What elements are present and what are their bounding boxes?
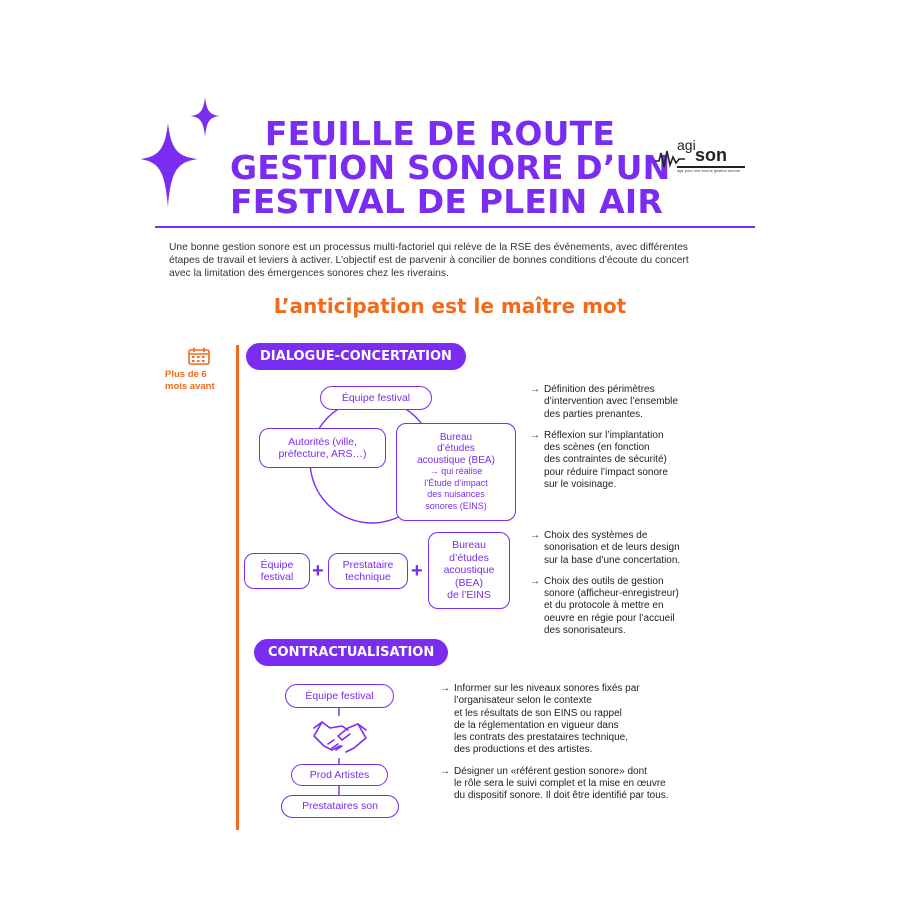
bullet-line: Informer sur les niveaux sonores fixés par [454,683,640,694]
bullet-line: des scènes (en fonction [544,442,650,454]
intro-text: Une bonne gestion sonore est un processus multi-factoriel qui relève de la RSE des événements, avec différentes étapes de travail et leviers à activer. L’objectif est de parvenir à concilier de bonnes conditions d’écoute du concert avec la limitation des émergences sonores chez les riverains. [169,242,689,279]
box-contract-equipe: Équipe festival [285,684,394,708]
box-prestataire-line-2: technique [345,571,391,583]
bullet-line: des sonorisateurs. [544,625,626,637]
bullet-line: d’intervention avec l’ensemble [544,396,678,408]
section-header-dialogue: DIALOGUE-CONCERTATION [246,343,466,370]
box-bea-line-5: l’Étude d’impact [424,477,488,488]
list-item [530,576,720,637]
box-autorites [259,428,386,468]
box-bea-line-3: acoustique (BEA) [417,454,495,466]
list-item [440,766,710,803]
box-bea-line-2: d’études [437,443,475,455]
box-prestataire-technique [328,553,408,589]
bullet-line: Désigner un «référent gestion sonore» dont [454,765,647,777]
timeline-label [165,369,235,393]
bullet-line: sur le voisinage. [544,479,617,491]
arrow-icon: → [440,683,450,694]
title-line-1: FEUILLE DE ROUTE [264,114,616,153]
box-bea2-line-2: d’études [449,551,489,564]
box-bea-line-1: Bureau [439,431,473,443]
bullet-line: sonorisation et de leurs design [544,542,680,554]
arrow-icon: → [440,765,450,777]
box-prod-artistes: Prod Artistes [291,764,388,786]
title-line-2: GESTION SONORE D’UN [230,148,671,187]
box-equipe-festival: Équipe festival [320,386,432,410]
subtitle: L’anticipation est le maître mot [273,294,627,318]
bullet-line: sur la base d’une concertation. [544,554,681,566]
contract-bullets [440,683,710,812]
bullet-line: l’organisateur selon le contexte [454,695,592,707]
timeline-label-line-2: mois avant [165,381,215,392]
bullet-line: Choix des outils de gestion [544,575,664,587]
list-item [530,430,720,491]
bullet-line: des contraintes de sécurité) [544,454,667,466]
sparkle-icon [140,95,230,215]
box-bea2-line-1: Bureau [452,539,486,552]
bullet-line: des parties prenantes. [544,408,643,420]
bullet-line: Définition des périmètres [544,384,655,395]
bullet-line: du dispositif sonore. Il doit être identifié par tous. [454,790,669,802]
box-bea2-line-3: acoustique [443,564,495,577]
box-prestataire-line-1: Prestataire [342,558,394,571]
timeline-line [236,345,239,830]
divider [155,226,755,228]
box-bea-line-6: des nuisances [427,489,485,500]
bullet-line: de la réglementation en vigueur dans [454,719,619,731]
logo-agi: agi [677,137,696,153]
section-header-contract: CONTRACTUALISATION [254,639,448,666]
bullet-line: pour réduire l’impact sonore [544,466,668,478]
logo-son: son [695,145,728,165]
bullet-line: oeuvre en régie pour l’accueil [544,612,675,624]
bullet-line: des productions et des artistes. [454,744,593,756]
arrow-icon: → [530,384,540,395]
arrow-icon: → [530,429,540,441]
box-autorites-line-2: préfecture, ARS…) [278,448,367,460]
box-equipe2-line-1: Équipe [260,558,294,571]
dialogue-bullets-2 [530,530,720,646]
agison-logo [655,137,745,183]
bullet-line: le rôle sera le suivi complet et la mise en œuvre [454,778,666,790]
bullet-line: sonore (afficheur-enregistreur) [544,588,679,600]
box-equipe2-line-2: festival [260,571,294,583]
box-bea-line-7: sonores (EINS) [425,500,487,511]
logo-tagline: agir pour une bonne gestion sonore [677,168,741,173]
list-item [440,683,710,757]
bullet-line: les contrats des prestataires technique, [454,732,628,744]
box-autorites-line-1: Autorités (ville, [288,435,357,448]
bullet-line: Réflexion sur l’implantation [544,429,664,441]
arrow-icon: → [530,530,540,541]
bullet-line: et les résultats de son EINS ou rappel [454,707,622,719]
box-bea-line-4: → qui réalise [429,466,483,477]
box-bea2-line-4: (BEA) [454,576,483,589]
box-bea-eins [428,532,510,609]
dialogue-bullets [530,384,720,500]
handshake-icon [312,716,368,758]
box-prestataires-son: Prestataires son [281,795,399,818]
arrow-icon: → [530,575,540,587]
box-equipe-festival-2 [244,553,310,589]
list-item [530,384,720,421]
timeline-label-line-1: Plus de 6 [165,369,207,380]
box-bea2-line-5: de l’EINS [447,589,491,602]
list-item [530,530,720,567]
calendar-icon [188,347,210,365]
bullet-line: Choix des systèmes de [544,530,648,541]
box-bea [396,423,516,521]
title-line-3: FESTIVAL DE PLEIN AIR [230,182,663,221]
plus-sign-1: + [312,560,324,582]
bullet-line: et du protocole à mettre en [544,600,664,612]
plus-sign-2: + [411,560,423,582]
